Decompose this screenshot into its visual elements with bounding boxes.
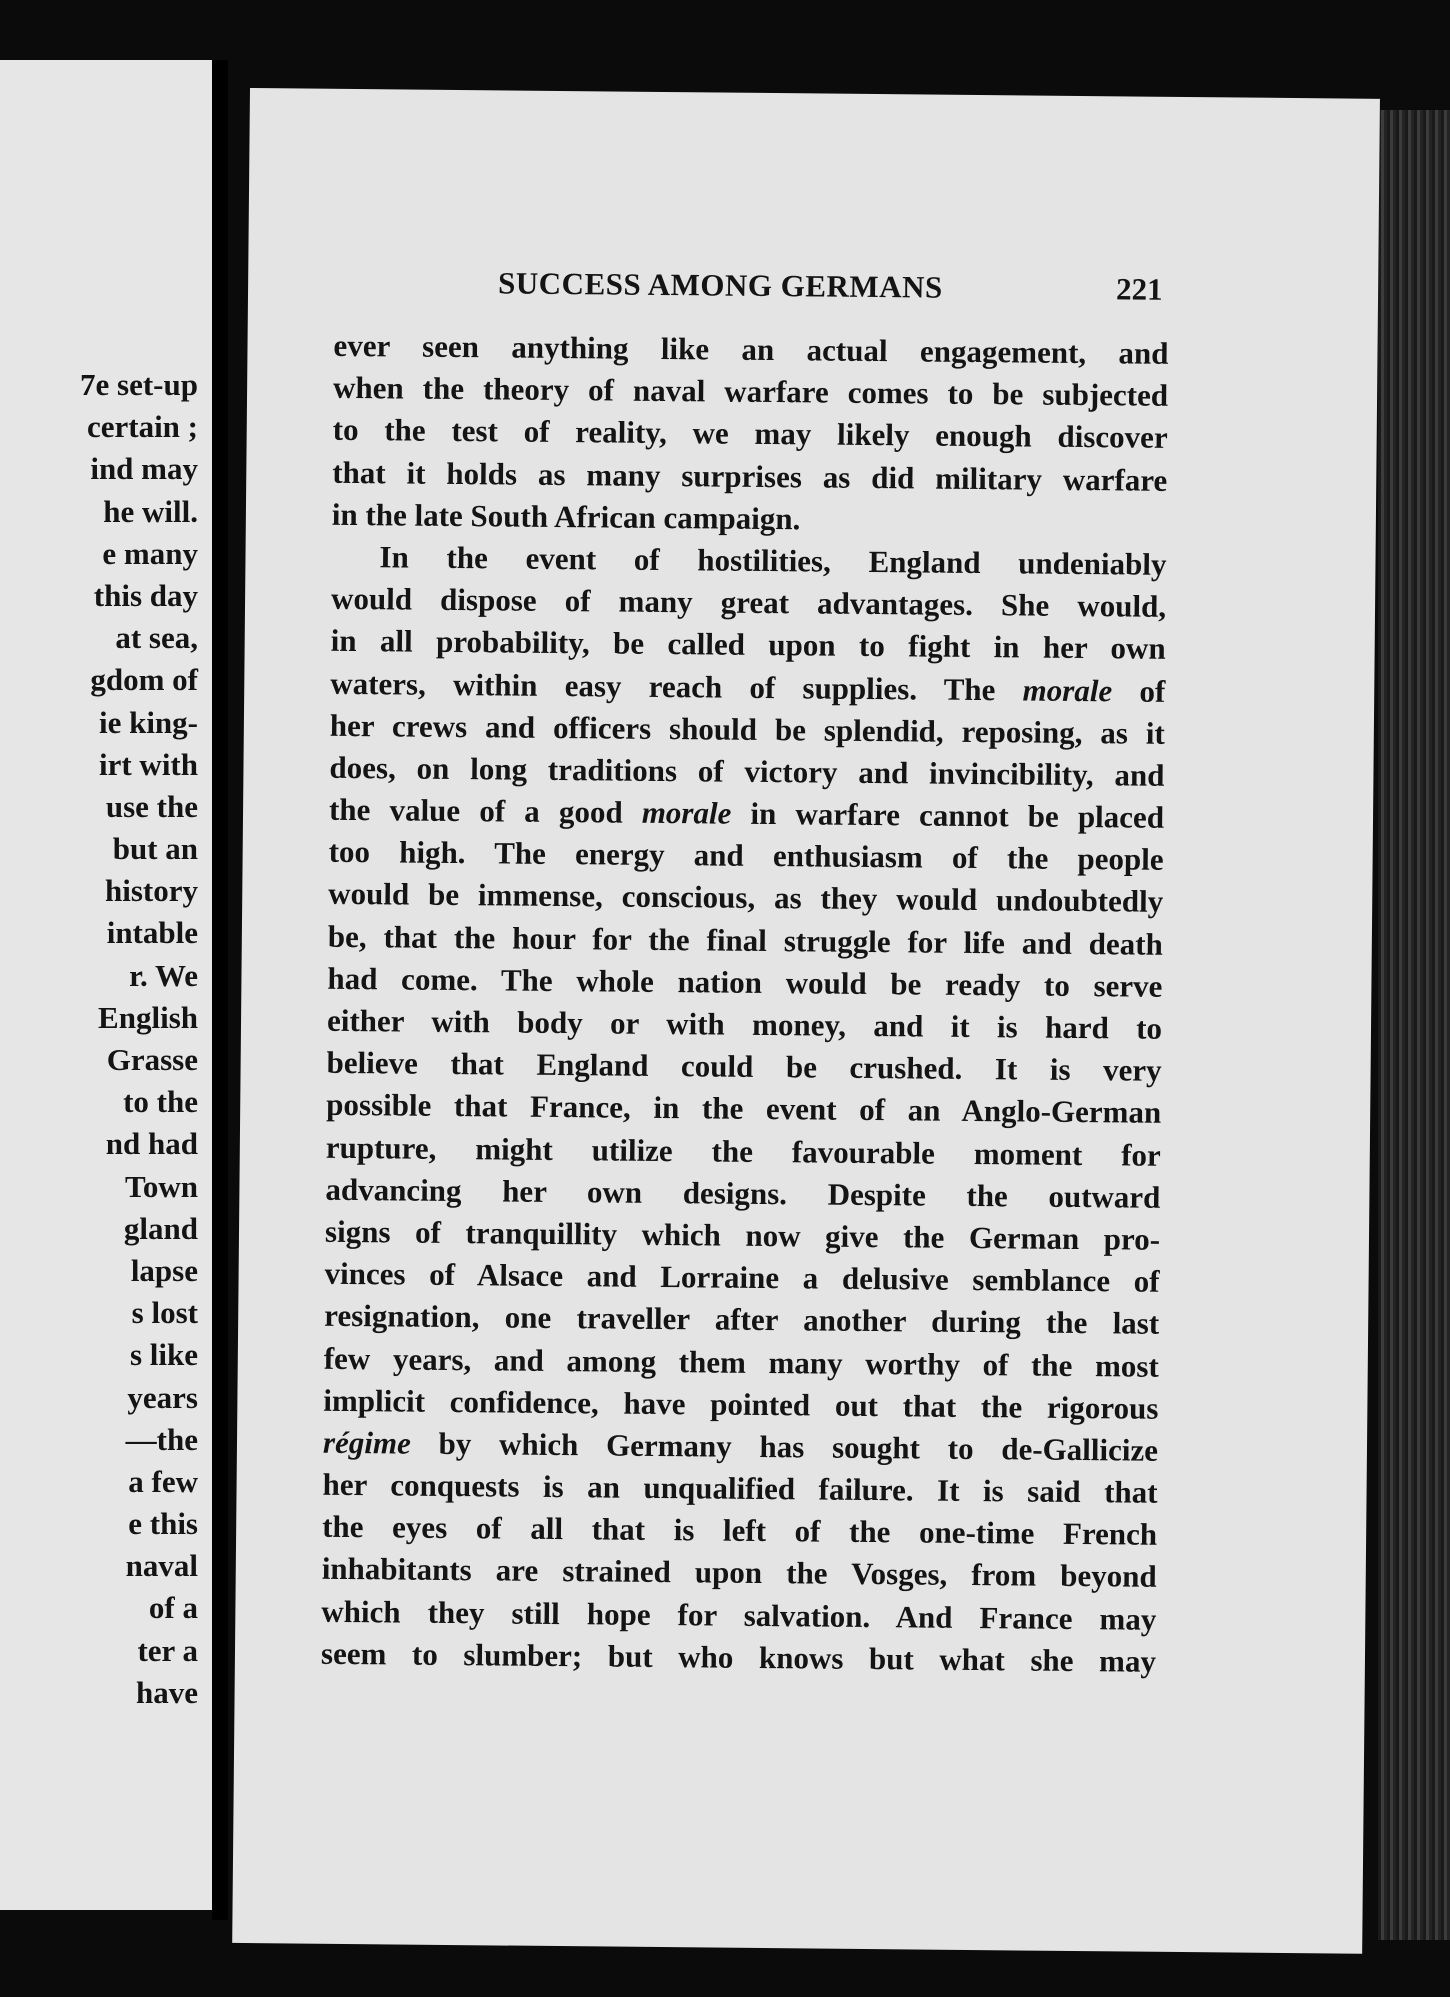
left-line: gland xyxy=(123,1210,198,1246)
left-line: ie king- xyxy=(98,704,198,740)
text-line: her conquests is an unqualified failure. It is said that xyxy=(322,1466,1158,1510)
text-line: be, that the hour for the final struggle for life and death xyxy=(327,918,1163,962)
text-line: implicit confidence, have pointed out that the rigorous xyxy=(323,1382,1159,1426)
left-line: Town xyxy=(125,1168,198,1204)
text-line: ever seen anything like an actual engagement, and xyxy=(333,327,1169,371)
text-line: had come. The whole nation would be ready to serve xyxy=(327,960,1163,1004)
left-line: a few xyxy=(128,1463,198,1499)
left-line: s lost xyxy=(131,1295,198,1331)
text-line: few years, and among them many worthy of the most xyxy=(323,1340,1159,1384)
left-line: but an xyxy=(112,831,198,867)
text-line: either with body or with money, and it is hard to xyxy=(326,1002,1163,1046)
text-line: the eyes of all that is left of the one-time French xyxy=(322,1509,1158,1553)
left-line: —the xyxy=(125,1421,198,1457)
text-segment: the value of a good xyxy=(328,791,642,830)
text-line: does, on long traditions of victory and invincibility, and xyxy=(329,749,1165,793)
text-line: advancing her own designs. Despite the outward xyxy=(325,1171,1161,1215)
left-line: at sea, xyxy=(115,620,198,656)
text-segment: by which Germany has sought to de-Gallicize xyxy=(410,1425,1159,1468)
left-line: he will. xyxy=(103,493,198,529)
text-line: vinces of Alsace and Lorraine a delusive semblance of xyxy=(324,1255,1160,1299)
left-line: e many xyxy=(102,535,198,571)
text-line: to the test of reality, we may likely enough discover xyxy=(332,412,1168,456)
italic-word: morale xyxy=(641,794,732,831)
text-segment: of xyxy=(1112,672,1166,709)
left-line: gdom of xyxy=(90,662,198,698)
left-line: lapse xyxy=(130,1252,198,1288)
text-line: resignation, one traveller after another during the last xyxy=(324,1298,1160,1342)
text-segment: waters, within easy reach of supplies. The xyxy=(330,665,1023,707)
running-head-title: SUCCESS AMONG GERMANS xyxy=(497,265,943,305)
text-line: signs of tranquillity which now give the German pro- xyxy=(324,1213,1161,1257)
italic-word: morale xyxy=(1022,671,1113,708)
left-line: use the xyxy=(105,788,198,824)
book-gutter xyxy=(212,60,228,1920)
text-line: that it holds as many surprises as did military warfare xyxy=(332,454,1168,498)
text-line: possible that France, in the event of an Anglo-German xyxy=(326,1087,1162,1131)
left-line: of a xyxy=(148,1590,198,1626)
text-line: in all probability, be called upon to fight in her own xyxy=(330,623,1166,667)
left-line: ter a xyxy=(137,1632,198,1668)
left-line: English xyxy=(98,999,198,1035)
text-line: too high. The energy and enthusiasm of the people xyxy=(328,834,1164,878)
left-line: years xyxy=(127,1379,198,1415)
text-line: would be immense, conscious, as they would undoubtedly xyxy=(328,876,1164,920)
left-line: intable xyxy=(106,915,198,951)
left-line: nd had xyxy=(105,1126,198,1162)
text-line: when the theory of naval warfare comes to be subjected xyxy=(332,370,1169,414)
running-head xyxy=(248,263,1378,314)
text-line: in the late South African campaign. xyxy=(331,496,801,537)
left-line: Grasse xyxy=(106,1042,198,1077)
left-line: history xyxy=(105,873,198,909)
left-line: have xyxy=(136,1674,198,1710)
text-segment: in warfare cannot be placed xyxy=(731,795,1165,835)
left-line: ind may xyxy=(90,451,198,487)
text-line: rupture, might utilize the favourable moment for xyxy=(325,1129,1161,1173)
left-line: to the xyxy=(123,1084,198,1120)
text-line: inhabitants are strained upon the Vosges, from beyond xyxy=(321,1551,1157,1595)
left-line: irt with xyxy=(98,746,198,782)
text-line: which they still hope for salvation. And France may xyxy=(321,1593,1157,1637)
left-line: naval xyxy=(125,1548,198,1584)
left-line: certain ; xyxy=(86,409,198,445)
text-line: would dispose of many great advantages. She would, xyxy=(330,580,1167,624)
body-text xyxy=(321,325,1169,1683)
left-page-text xyxy=(0,364,198,1714)
text-line: her crews and officers should be splendid, reposing, as it xyxy=(329,707,1166,751)
text-line: believe that England could be crushed. It is very xyxy=(326,1044,1162,1088)
text-line xyxy=(330,662,1165,712)
left-line: this day xyxy=(93,577,198,613)
left-line: 7e set-up xyxy=(80,367,198,402)
left-line: r. We xyxy=(129,957,198,993)
left-line: s like xyxy=(129,1337,198,1373)
italic-word: régime xyxy=(322,1424,411,1461)
text-line: seem to slumber; but who knows but what she may xyxy=(320,1635,1157,1679)
page-edges xyxy=(1378,110,1450,1940)
right-page xyxy=(232,88,1380,1954)
page-number: 221 xyxy=(1115,271,1163,307)
left-line: e this xyxy=(128,1506,198,1542)
left-page xyxy=(0,60,212,1910)
text-line: In the event of hostilities, England undeniably xyxy=(379,539,1167,582)
